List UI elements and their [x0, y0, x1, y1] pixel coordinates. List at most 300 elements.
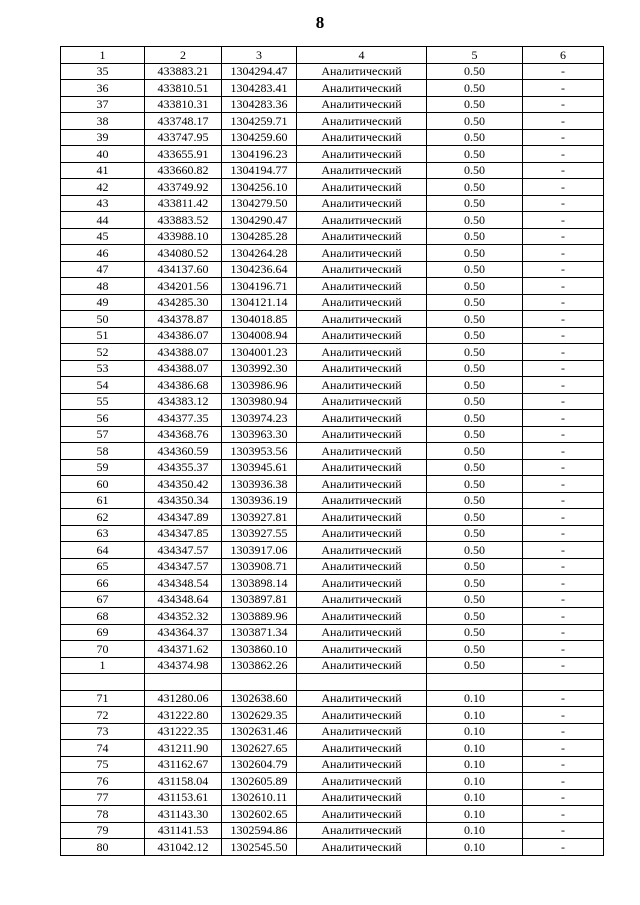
table-cell: 0.50: [427, 245, 523, 262]
table-cell: [145, 674, 222, 691]
table-cell: 80: [61, 839, 145, 856]
table-row: [61, 558, 604, 575]
table-row: [61, 96, 604, 113]
table-cell: 0.50: [427, 575, 523, 592]
table-row: [61, 63, 604, 80]
table-cell: 434378.87: [145, 311, 222, 328]
table-row: [61, 575, 604, 592]
table-cell: Аналитический: [297, 459, 427, 476]
table-cell: 77: [61, 789, 145, 806]
table-cell: 433810.51: [145, 80, 222, 97]
table-cell: -: [523, 311, 604, 328]
table-cell: 431280.06: [145, 690, 222, 707]
table-cell: 0.50: [427, 179, 523, 196]
table-cell: 74: [61, 740, 145, 757]
table-cell: Аналитический: [297, 63, 427, 80]
table-cell: 63: [61, 525, 145, 542]
table-cell: 1304001.23: [222, 344, 297, 361]
table-cell: -: [523, 591, 604, 608]
table-cell: 1303871.34: [222, 624, 297, 641]
table-cell: 71: [61, 690, 145, 707]
table-cell: 0.50: [427, 476, 523, 493]
table-cell: 434388.07: [145, 344, 222, 361]
column-header: 6: [523, 47, 604, 64]
table-cell: 431222.35: [145, 723, 222, 740]
table-cell: Аналитический: [297, 822, 427, 839]
table-cell: 434347.85: [145, 525, 222, 542]
table-cell: Аналитический: [297, 575, 427, 592]
table-cell: 48: [61, 278, 145, 295]
table-cell: 0.50: [427, 377, 523, 394]
table-cell: 0.10: [427, 707, 523, 724]
table-row: [61, 690, 604, 707]
table-cell: 56: [61, 410, 145, 427]
table-cell: [297, 674, 427, 691]
table-cell: 1304008.94: [222, 327, 297, 344]
table-cell: 52: [61, 344, 145, 361]
table-cell: -: [523, 195, 604, 212]
column-header: 4: [297, 47, 427, 64]
table-cell: 0.50: [427, 311, 523, 328]
table-cell: 1303897.81: [222, 591, 297, 608]
table-cell: 38: [61, 113, 145, 130]
table-cell: 0.50: [427, 212, 523, 229]
table-row: [61, 707, 604, 724]
table-cell: -: [523, 789, 604, 806]
table-cell: 0.50: [427, 113, 523, 130]
table-cell: 434348.64: [145, 591, 222, 608]
table-cell: 431222.80: [145, 707, 222, 724]
table-cell: 73: [61, 723, 145, 740]
table-cell: 1303862.26: [222, 657, 297, 674]
table-cell: 434371.62: [145, 641, 222, 658]
table-cell: -: [523, 773, 604, 790]
table-cell: 1302610.11: [222, 789, 297, 806]
table-cell: 431141.53: [145, 822, 222, 839]
table-row: [61, 756, 604, 773]
table-row: [61, 410, 604, 427]
table-row: [61, 113, 604, 130]
table-cell: 65: [61, 558, 145, 575]
table-row: [61, 195, 604, 212]
table-cell: 1304285.28: [222, 228, 297, 245]
column-header: 3: [222, 47, 297, 64]
table-cell: -: [523, 641, 604, 658]
table-cell: 433749.92: [145, 179, 222, 196]
table-cell: 1302594.86: [222, 822, 297, 839]
table-cell: 1302631.46: [222, 723, 297, 740]
table-cell: -: [523, 261, 604, 278]
table-row: [61, 459, 604, 476]
table-cell: 67: [61, 591, 145, 608]
table-cell: -: [523, 443, 604, 460]
table-cell: 434360.59: [145, 443, 222, 460]
table-row: [61, 723, 604, 740]
table-cell: Аналитический: [297, 245, 427, 262]
table-cell: 1304236.64: [222, 261, 297, 278]
table-cell: 1304290.47: [222, 212, 297, 229]
coordinates-table: [60, 46, 604, 856]
table-cell: -: [523, 509, 604, 526]
table-cell: -: [523, 459, 604, 476]
table-cell: 0.50: [427, 608, 523, 625]
table-cell: 431042.12: [145, 839, 222, 856]
table-cell: 1302602.65: [222, 806, 297, 823]
table-cell: -: [523, 525, 604, 542]
table-cell: 36: [61, 80, 145, 97]
table-cell: 0.10: [427, 740, 523, 757]
table-cell: 54: [61, 377, 145, 394]
table-cell: 0.50: [427, 129, 523, 146]
table-cell: 433883.21: [145, 63, 222, 80]
table-cell: 0.50: [427, 146, 523, 163]
table-cell: 434080.52: [145, 245, 222, 262]
table-cell: 1304194.77: [222, 162, 297, 179]
table-cell: Аналитический: [297, 723, 427, 740]
table-cell: 49: [61, 294, 145, 311]
table-cell: 45: [61, 228, 145, 245]
table-cell: Аналитический: [297, 839, 427, 856]
table-row: [61, 294, 604, 311]
table-cell: 1304256.10: [222, 179, 297, 196]
table-cell: 0.50: [427, 459, 523, 476]
table-cell: 434386.07: [145, 327, 222, 344]
table-cell: -: [523, 179, 604, 196]
table-cell: 1304279.50: [222, 195, 297, 212]
table-cell: 0.10: [427, 773, 523, 790]
table-cell: 0.50: [427, 360, 523, 377]
table-row: [61, 344, 604, 361]
table-cell: 39: [61, 129, 145, 146]
table-cell: 434377.35: [145, 410, 222, 427]
table-row: [61, 789, 604, 806]
table-cell: Аналитический: [297, 657, 427, 674]
table-cell: 72: [61, 707, 145, 724]
table-cell: -: [523, 63, 604, 80]
table-cell: 50: [61, 311, 145, 328]
table-cell: Аналитический: [297, 789, 427, 806]
table-row: [61, 591, 604, 608]
table-row: [61, 261, 604, 278]
table-row: [61, 179, 604, 196]
table-cell: 55: [61, 393, 145, 410]
table-cell: 58: [61, 443, 145, 460]
table-cell: 0.50: [427, 162, 523, 179]
table-row: [61, 839, 604, 856]
table-cell: 434347.57: [145, 542, 222, 559]
table-cell: 0.50: [427, 657, 523, 674]
table-cell: -: [523, 146, 604, 163]
table-cell: 35: [61, 63, 145, 80]
table-cell: 433810.31: [145, 96, 222, 113]
table-cell: 66: [61, 575, 145, 592]
table-cell: 434348.54: [145, 575, 222, 592]
table-cell: 433655.91: [145, 146, 222, 163]
table-cell: 0.50: [427, 327, 523, 344]
table-cell: 1302638.60: [222, 690, 297, 707]
table-cell: -: [523, 575, 604, 592]
table-row: [61, 542, 604, 559]
table-cell: -: [523, 476, 604, 493]
table-cell: Аналитический: [297, 410, 427, 427]
table-cell: 42: [61, 179, 145, 196]
table-cell: -: [523, 558, 604, 575]
table-cell: 79: [61, 822, 145, 839]
table-cell: -: [523, 608, 604, 625]
table-cell: 47: [61, 261, 145, 278]
table-cell: 434285.30: [145, 294, 222, 311]
table-cell: 41: [61, 162, 145, 179]
table-cell: 1303927.81: [222, 509, 297, 526]
table-cell: 0.50: [427, 195, 523, 212]
table-row: [61, 608, 604, 625]
table-cell: [222, 674, 297, 691]
table-cell: 0.50: [427, 443, 523, 460]
table-cell: Аналитический: [297, 806, 427, 823]
table-cell: 1303908.71: [222, 558, 297, 575]
table-cell: -: [523, 624, 604, 641]
table-row: [61, 822, 604, 839]
table-cell: 70: [61, 641, 145, 658]
table-cell: 1304283.41: [222, 80, 297, 97]
table-row: [61, 360, 604, 377]
table-cell: 1303980.94: [222, 393, 297, 410]
table-cell: 1302627.65: [222, 740, 297, 757]
table-cell: -: [523, 740, 604, 757]
table-cell: 434374.98: [145, 657, 222, 674]
table-cell: -: [523, 426, 604, 443]
table-cell: Аналитический: [297, 476, 427, 493]
table-cell: Аналитический: [297, 360, 427, 377]
table-cell: Аналитический: [297, 129, 427, 146]
table-cell: 1303963.30: [222, 426, 297, 443]
table-cell: 0.50: [427, 558, 523, 575]
table-cell: 62: [61, 509, 145, 526]
table-row: [61, 393, 604, 410]
table-row: [61, 525, 604, 542]
table-cell: 0.10: [427, 806, 523, 823]
table-cell: -: [523, 294, 604, 311]
table-cell: 0.10: [427, 723, 523, 740]
table-cell: 1303974.23: [222, 410, 297, 427]
table-cell: -: [523, 327, 604, 344]
table-body: [61, 63, 604, 855]
table-cell: 0.50: [427, 492, 523, 509]
table-cell: Аналитический: [297, 80, 427, 97]
table-cell: 1304283.36: [222, 96, 297, 113]
table-cell: 1304294.47: [222, 63, 297, 80]
table-row: [61, 509, 604, 526]
table-cell: 61: [61, 492, 145, 509]
table-cell: Аналитический: [297, 641, 427, 658]
table-cell: 431143.30: [145, 806, 222, 823]
table-cell: -: [523, 393, 604, 410]
table-cell: 431158.04: [145, 773, 222, 790]
table-cell: Аналитический: [297, 542, 427, 559]
table-cell: 431153.61: [145, 789, 222, 806]
table-row: [61, 806, 604, 823]
table-row: [61, 212, 604, 229]
table-cell: 434388.07: [145, 360, 222, 377]
table-cell: Аналитический: [297, 492, 427, 509]
table-cell: -: [523, 806, 604, 823]
table-cell: 433748.17: [145, 113, 222, 130]
table-cell: 59: [61, 459, 145, 476]
table-cell: 69: [61, 624, 145, 641]
table-cell: 434347.89: [145, 509, 222, 526]
table-cell: -: [523, 410, 604, 427]
table-cell: Аналитический: [297, 179, 427, 196]
table-row: [61, 443, 604, 460]
table-cell: 44: [61, 212, 145, 229]
table-row: [61, 129, 604, 146]
table-cell: -: [523, 212, 604, 229]
table-cell: 57: [61, 426, 145, 443]
table-cell: Аналитический: [297, 261, 427, 278]
table-row: [61, 624, 604, 641]
table-cell: 434355.37: [145, 459, 222, 476]
table-cell: -: [523, 162, 604, 179]
table-row: [61, 657, 604, 674]
table-row: [61, 327, 604, 344]
table-cell: [523, 674, 604, 691]
table-cell: Аналитический: [297, 344, 427, 361]
table-cell: 0.10: [427, 789, 523, 806]
table-cell: Аналитический: [297, 525, 427, 542]
table-cell: 0.50: [427, 525, 523, 542]
table-cell: 1302605.89: [222, 773, 297, 790]
table-cell: 434350.34: [145, 492, 222, 509]
table-cell: 0.50: [427, 63, 523, 80]
table-cell: -: [523, 542, 604, 559]
table-cell: -: [523, 723, 604, 740]
table-cell: -: [523, 113, 604, 130]
table-cell: 53: [61, 360, 145, 377]
table-cell: 0.50: [427, 80, 523, 97]
table-cell: Аналитический: [297, 327, 427, 344]
table-cell: 1303898.14: [222, 575, 297, 592]
table-cell: 0.10: [427, 756, 523, 773]
table-cell: 433747.95: [145, 129, 222, 146]
table-cell: 1303936.38: [222, 476, 297, 493]
table-cell: 0.50: [427, 410, 523, 427]
table-cell: 51: [61, 327, 145, 344]
table-cell: 0.10: [427, 690, 523, 707]
table-cell: Аналитический: [297, 393, 427, 410]
table-cell: -: [523, 822, 604, 839]
table-cell: Аналитический: [297, 591, 427, 608]
table-cell: Аналитический: [297, 162, 427, 179]
table-cell: Аналитический: [297, 96, 427, 113]
table-cell: -: [523, 129, 604, 146]
table-cell: 434201.56: [145, 278, 222, 295]
table-cell: -: [523, 228, 604, 245]
table-cell: -: [523, 756, 604, 773]
table-cell: 46: [61, 245, 145, 262]
table-cell: 1303986.96: [222, 377, 297, 394]
table-cell: 1303936.19: [222, 492, 297, 509]
table-cell: [61, 674, 145, 691]
table-cell: 0.50: [427, 542, 523, 559]
table-cell: -: [523, 278, 604, 295]
table-cell: 1304196.71: [222, 278, 297, 295]
table-cell: Аналитический: [297, 558, 427, 575]
table-cell: 434352.32: [145, 608, 222, 625]
table-cell: 1304196.23: [222, 146, 297, 163]
table-cell: 0.50: [427, 261, 523, 278]
table-cell: 0.10: [427, 822, 523, 839]
table-row: [61, 162, 604, 179]
table-cell: 1303992.30: [222, 360, 297, 377]
table-cell: 1: [61, 657, 145, 674]
table-cell: 0.50: [427, 591, 523, 608]
table-cell: Аналитический: [297, 624, 427, 641]
table-cell: 0.50: [427, 228, 523, 245]
table-cell: 68: [61, 608, 145, 625]
table-cell: 1303889.96: [222, 608, 297, 625]
table-row: [61, 377, 604, 394]
table-cell: Аналитический: [297, 212, 427, 229]
column-header: 5: [427, 47, 523, 64]
table-cell: 0.50: [427, 624, 523, 641]
table-cell: 0.10: [427, 839, 523, 856]
table-cell: -: [523, 80, 604, 97]
table-cell: 434137.60: [145, 261, 222, 278]
table-cell: 434386.68: [145, 377, 222, 394]
table-cell: Аналитический: [297, 756, 427, 773]
table-cell: 0.50: [427, 278, 523, 295]
table-cell: -: [523, 245, 604, 262]
table-cell: 1304259.60: [222, 129, 297, 146]
table-cell: 60: [61, 476, 145, 493]
table-cell: Аналитический: [297, 228, 427, 245]
table-row: [61, 426, 604, 443]
table-cell: 1304259.71: [222, 113, 297, 130]
table-cell: 0.50: [427, 294, 523, 311]
page-number: 8: [315, 13, 325, 32]
table-cell: Аналитический: [297, 443, 427, 460]
table-cell: 431162.67: [145, 756, 222, 773]
table-cell: Аналитический: [297, 294, 427, 311]
table-cell: -: [523, 657, 604, 674]
table-header-row: [61, 47, 604, 64]
table-cell: 431211.90: [145, 740, 222, 757]
table-cell: -: [523, 492, 604, 509]
table-cell: 1302629.35: [222, 707, 297, 724]
table-cell: -: [523, 360, 604, 377]
table-cell: -: [523, 707, 604, 724]
table-cell: Аналитический: [297, 608, 427, 625]
table-cell: 433988.10: [145, 228, 222, 245]
table-cell: 40: [61, 146, 145, 163]
table-cell: 1304121.14: [222, 294, 297, 311]
table-cell: -: [523, 690, 604, 707]
table-cell: 78: [61, 806, 145, 823]
table-row: [61, 311, 604, 328]
table-cell: 75: [61, 756, 145, 773]
table-row: [61, 773, 604, 790]
table-cell: Аналитический: [297, 113, 427, 130]
table-cell: 433660.82: [145, 162, 222, 179]
table-cell: 1303945.61: [222, 459, 297, 476]
table-row: [61, 740, 604, 757]
table-cell: 434347.57: [145, 558, 222, 575]
table-cell: 434368.76: [145, 426, 222, 443]
table-cell: 0.50: [427, 641, 523, 658]
table-cell: Аналитический: [297, 707, 427, 724]
table-cell: 1302604.79: [222, 756, 297, 773]
table-cell: Аналитический: [297, 509, 427, 526]
